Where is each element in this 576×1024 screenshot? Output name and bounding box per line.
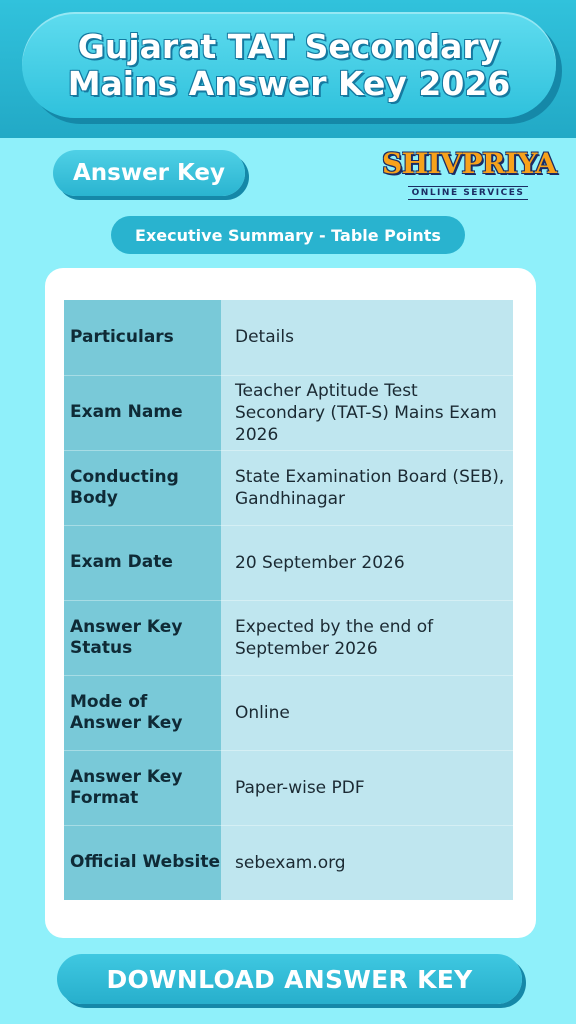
title-banner	[22, 12, 556, 118]
table-row	[64, 375, 513, 450]
shivpriya-logo	[382, 147, 557, 198]
logo-name: SHIVPRIYA	[382, 147, 557, 180]
summary-table	[64, 300, 513, 901]
table-key: Answer Key Status	[64, 600, 221, 675]
summary-label: Executive Summary - Table Points	[135, 225, 441, 245]
table-row	[64, 525, 513, 600]
table-row	[64, 825, 513, 900]
answer-key-badge	[53, 150, 245, 196]
table-row	[64, 600, 513, 675]
logo-tagline: ONLINE SERVICES	[408, 186, 529, 200]
table-key: Mode of Answer Key	[64, 675, 221, 750]
table-row	[64, 750, 513, 825]
download-button-label: DOWNLOAD ANSWER KEY	[106, 964, 473, 994]
table-value: Details	[221, 300, 513, 375]
table-key: Particulars	[64, 300, 221, 375]
table-value: Paper-wise PDF	[221, 750, 513, 825]
summary-badge	[111, 216, 465, 254]
table-row	[64, 675, 513, 750]
page-title: Gujarat TAT Secondary Mains Answer Key 2026	[67, 27, 511, 103]
table-key: Official Website	[64, 825, 221, 900]
table-value: Teacher Aptitude Test Secondary (TAT-S) Mains Exam 2026	[221, 375, 513, 450]
table-key: Conducting Body	[64, 450, 221, 525]
table-key: Answer Key Format	[64, 750, 221, 825]
table-value: State Examination Board (SEB), Gandhinagar	[221, 450, 513, 525]
table-value: Expected by the end of September 2026	[221, 600, 513, 675]
table-row	[64, 300, 513, 375]
table-value: 20 September 2026	[221, 525, 513, 600]
table-value: sebexam.org	[221, 825, 513, 900]
table-key: Exam Date	[64, 525, 221, 600]
download-answer-key-button[interactable]	[57, 954, 522, 1004]
table-row	[64, 450, 513, 525]
table-value: Online	[221, 675, 513, 750]
badge-label: Answer Key	[72, 160, 226, 186]
table-key: Exam Name	[64, 375, 221, 450]
